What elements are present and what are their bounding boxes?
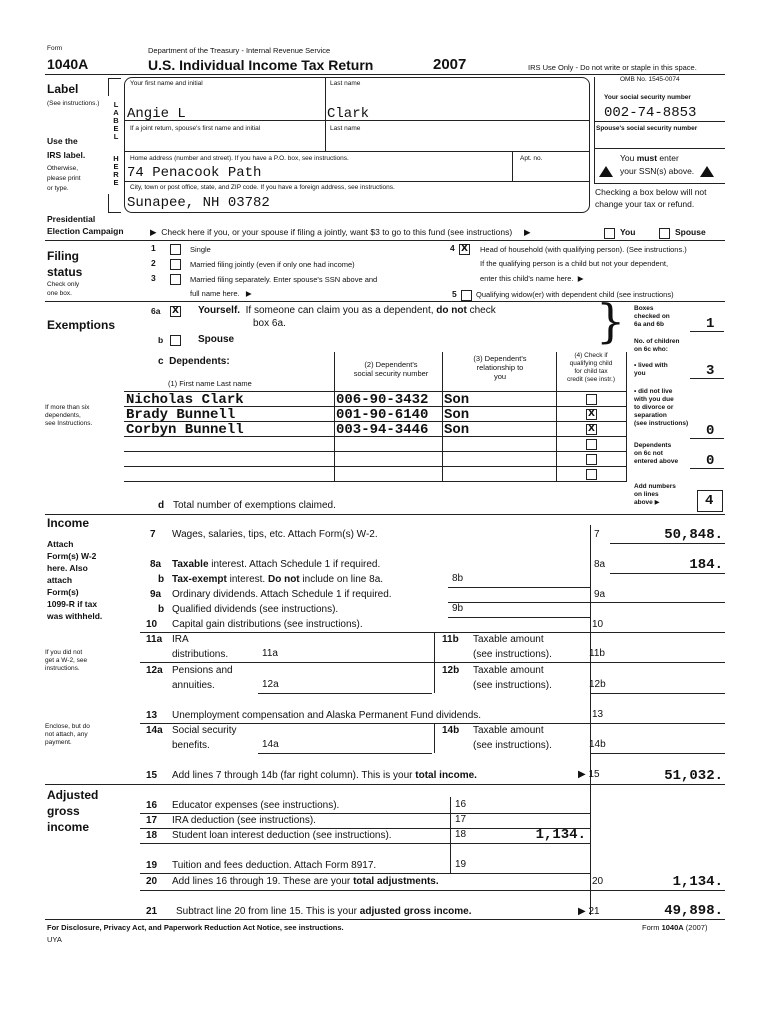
filing-joint-checkbox[interactable] xyxy=(170,259,181,270)
line-7-num: 7 xyxy=(150,529,156,540)
line-d-text: Total number of exemptions claimed. xyxy=(173,500,336,511)
filing-separate-checkbox[interactable] xyxy=(170,274,181,285)
line-12b-text: Taxable amount xyxy=(473,665,544,676)
box-6a-text: box 6a. xyxy=(253,318,286,329)
line-7-value[interactable]: 50,848. xyxy=(664,527,723,543)
city-field[interactable]: Sunapee, NH 03782 xyxy=(127,195,270,211)
line-14b-num: 14b xyxy=(442,725,460,736)
no-w2-note: If you did not get a W-2, see instructions. xyxy=(45,649,88,672)
last-name-field[interactable]: Clark xyxy=(327,106,370,122)
dependent-ssn[interactable]: 006-90-3432 xyxy=(336,392,429,408)
line-11b-text-2: (see instructions). xyxy=(473,649,552,660)
line-14b-text: Taxable amount xyxy=(473,725,544,736)
line-18-text: Student loan interest deduction (see instructions). xyxy=(172,830,392,841)
spouse-exemption-label: Spouse xyxy=(198,334,235,345)
line-17-ref: 17 xyxy=(455,814,467,825)
line-8b-ref: 8b xyxy=(452,573,464,584)
label-box xyxy=(124,77,590,213)
filing-joint-label: Married filing jointly (even if only one had income) xyxy=(190,260,355,269)
dep-col-relationship: (3) Dependent's relationship to you xyxy=(473,354,527,381)
spouse-ssn-label: Spouse's social security number xyxy=(596,125,698,132)
boxes-checked-value[interactable]: 1 xyxy=(706,316,715,332)
yourself-checkbox[interactable]: X xyxy=(170,306,181,317)
apt-label: Apt. no. xyxy=(520,155,543,162)
spouse-exemption-checkbox[interactable] xyxy=(170,335,181,346)
omb-number: OMB No. 1545-0074 xyxy=(620,76,680,83)
line-14a-num: 14a xyxy=(146,725,163,736)
line-17-text: IRA deduction (see instructions). xyxy=(172,815,316,826)
filing-hoh-checkbox[interactable]: X xyxy=(459,244,470,255)
form-code: UYA xyxy=(47,935,62,944)
filing-num-1: 1 xyxy=(151,243,156,253)
line-12a-ref: 12a xyxy=(262,679,279,690)
irs-use-only: IRS Use Only - Do not write or staple in this space. xyxy=(528,63,697,72)
line-18-ref: 18 xyxy=(455,829,467,840)
line-19-text: Tuition and fees deduction. Attach Form 8917. xyxy=(172,860,377,871)
brace-glyph: } xyxy=(596,294,626,348)
filing-heading: Filing xyxy=(47,249,79,263)
line-9a-text: Ordinary dividends. Attach Schedule 1 if required. xyxy=(172,589,392,600)
filing-single-label: Single xyxy=(190,245,211,254)
line-10-num: 10 xyxy=(146,619,158,630)
filing-num-2: 2 xyxy=(151,258,156,268)
dep-not-entered-value[interactable]: 0 xyxy=(706,453,715,469)
form-ref: Form 1040A (2007) xyxy=(642,923,708,932)
dependent-qualifying-checkbox[interactable] xyxy=(586,394,597,405)
line-20-num: 20 xyxy=(146,876,158,887)
filing-num-3: 3 xyxy=(151,273,156,283)
department: Department of the Treasury - Internal Revenue Service xyxy=(148,46,331,55)
presidential-spouse-checkbox[interactable] xyxy=(659,228,670,239)
line-11a-text: IRA xyxy=(172,634,189,645)
line-20-text: Add lines 16 through 19. These are your total adjustments. xyxy=(172,876,439,887)
children-label: No. of children on 6c who: xyxy=(634,338,680,353)
filing-widow-label: Qualifying widow(er) with dependent child (see instructions) xyxy=(476,290,674,299)
dep-not-entered-label: Dependents on 6c not entered above xyxy=(634,442,679,465)
line-12b-ref: 12b xyxy=(589,679,606,690)
form-title: U.S. Individual Income Tax Return xyxy=(148,57,374,73)
dep-col-name: (1) First name Last name xyxy=(168,379,252,388)
vertical-label: L A B E L xyxy=(113,100,119,141)
line-7-text: Wages, salaries, tips, etc. Attach Form(s) W-2. xyxy=(172,529,378,540)
line-7-ref: 7 xyxy=(594,529,600,540)
filing-hoh-line2: If the qualifying person is a child but not your dependent, xyxy=(480,259,669,268)
line-9b-num: b xyxy=(158,604,165,615)
line-13-ref: 13 xyxy=(592,709,604,720)
checking-note: Checking a box below will not xyxy=(595,187,707,197)
filing-hoh-line3: enter this child's name here. ▶ xyxy=(480,274,584,283)
dependent-qualifying-checkbox[interactable]: X xyxy=(586,424,597,435)
filing-num-5: 5 xyxy=(452,289,457,299)
line-8b-num: b xyxy=(158,574,165,585)
filing-separate-line2: full name here. ▶ xyxy=(190,289,252,298)
irs-label: IRS label. xyxy=(47,150,86,160)
line-12a-text: Pensions and xyxy=(172,665,233,676)
line-8a-text: Taxable interest. Attach Schedule 1 if required. xyxy=(172,559,381,570)
form-number: 1040A xyxy=(47,56,89,72)
presidential-you-label: You xyxy=(620,227,636,237)
did-not-live-label: • did not live with you due to divorce or separation (see instructions) xyxy=(634,388,689,427)
dep-col-qualifying: (4) Check if qualifying child for child tax credit (see instr.) xyxy=(566,352,616,383)
spouse-name-label: If a joint return, spouse's first name and initial xyxy=(130,125,261,132)
tax-year: 2007 xyxy=(433,56,467,73)
line-15-text: Add lines 7 through 14b (far right column). This is your total income. xyxy=(172,770,477,781)
dependent-name[interactable]: Corbyn Bunnell xyxy=(126,422,244,438)
dependent-qualifying-checkbox[interactable] xyxy=(586,454,597,465)
filing-num-4: 4 xyxy=(450,243,455,253)
line-14a-text-2: benefits. xyxy=(172,740,210,751)
line-d-num: d xyxy=(158,500,165,511)
filing-separate-label: Married filing separately. Enter spouse's SSN above and xyxy=(190,275,378,284)
line-11b-ref: 11b xyxy=(589,648,605,659)
lived-with-label: • lived with you xyxy=(634,362,668,377)
must-enter: You must enter xyxy=(620,153,679,163)
presidential-you-checkbox[interactable] xyxy=(604,228,615,239)
line-12a-num: 12a xyxy=(146,665,163,676)
first-name-label: Your first name and initial xyxy=(130,80,203,87)
line-9a-num: 9a xyxy=(150,589,162,600)
line-19-ref: 19 xyxy=(455,859,467,870)
line-8b-text: Tax-exempt interest. Do not include on line 8a. xyxy=(172,574,384,585)
please-print: please print xyxy=(47,175,81,182)
see-instructions: (See instructions.) xyxy=(47,100,100,107)
check-only: Check only xyxy=(47,281,80,288)
line-11b-num: 11b xyxy=(442,634,459,645)
dependent-relationship[interactable]: Son xyxy=(444,422,470,438)
lived-with-value[interactable]: 3 xyxy=(706,363,715,379)
line-10-text: Capital gain distributions (see instructions). xyxy=(172,619,363,630)
line-16-ref: 16 xyxy=(455,799,467,810)
line-6a-num: 6a xyxy=(151,306,161,316)
line-21-num: 21 xyxy=(146,906,158,917)
line-12b-num: 12b xyxy=(442,665,460,676)
line-9a-ref: 9a xyxy=(594,589,606,600)
line-14b-text-2: (see instructions). xyxy=(473,740,552,751)
line-20-ref: 20 xyxy=(592,876,604,887)
dependent-name[interactable]: Nicholas Clark xyxy=(126,392,244,408)
checking-note-2: change your tax or refund. xyxy=(595,199,695,209)
address-label: Home address (number and street). If you have a P.O. box, see instructions. xyxy=(130,155,349,162)
dependents-heading: c Dependents: xyxy=(158,356,230,367)
line-10-ref: 10 xyxy=(592,619,604,630)
line-16-text: Educator expenses (see instructions). xyxy=(172,800,340,811)
line-12b-text-2: (see instructions). xyxy=(473,680,552,691)
line-15-value[interactable]: 51,032. xyxy=(664,768,723,784)
enclose-note: Enclose, but do not attach, any payment. xyxy=(45,723,90,746)
did-not-live-value[interactable]: 0 xyxy=(706,423,715,439)
line-14a-ref: 14a xyxy=(262,739,279,750)
ssn-label: Your social security number xyxy=(604,94,691,101)
line-13-text: Unemployment compensation and Alaska Permanent Fund dividends. xyxy=(172,710,482,721)
filing-single-checkbox[interactable] xyxy=(170,244,181,255)
line-11a-ref: 11a xyxy=(262,648,278,659)
line-11a-num: 11a xyxy=(146,634,163,645)
last-name-label: Last name xyxy=(330,80,361,87)
line-15-num: 15 xyxy=(146,770,158,781)
dependent-qualifying-checkbox[interactable]: X xyxy=(586,409,597,420)
use-the: Use the xyxy=(47,136,78,146)
line-8a-value[interactable]: 184. xyxy=(689,557,723,573)
or-type: or type. xyxy=(47,185,69,192)
line-8a-num: 8a xyxy=(150,559,162,570)
line-8a-ref: 8a xyxy=(594,559,606,570)
dependent-name[interactable]: Brady Bunnell xyxy=(126,407,236,423)
line-6b-num: b xyxy=(158,335,164,345)
income-heading: Income xyxy=(47,516,90,530)
check-only-2: one box. xyxy=(47,290,72,297)
exemptions-heading: Exemptions xyxy=(47,318,116,332)
presidential-title-2: Election Campaign xyxy=(47,226,124,236)
dependent-ssn[interactable]: 001-90-6140 xyxy=(336,407,429,423)
line-12a-text-2: annuities. xyxy=(172,680,215,691)
boxes-checked-label: Boxes checked on 6a and 6b xyxy=(634,305,670,328)
presidential-spouse-label: Spouse xyxy=(675,227,706,237)
label-heading: Label xyxy=(47,82,79,96)
line-21-ref: ▶ 21 xyxy=(578,906,600,917)
agi-heading: Adjusted gross income xyxy=(47,788,99,834)
dependent-qualifying-checkbox[interactable] xyxy=(586,439,597,450)
yourself-text: Yourself. If someone can claim you as a dependent, do not check xyxy=(198,305,496,316)
line-9b-text: Qualified dividends (see instructions). xyxy=(172,604,339,615)
line-18-num: 18 xyxy=(146,830,158,841)
filing-hoh-label: Head of household (with qualifying person). (See instructions.) xyxy=(480,245,687,254)
line-15-ref: ▶ 15 xyxy=(578,769,600,780)
filing-widow-checkbox[interactable] xyxy=(461,290,472,301)
more-than-six: If more than six dependents, see Instructions. xyxy=(45,404,93,427)
line-20-value[interactable]: 1,134. xyxy=(672,874,723,890)
dep-col-ssn: (2) Dependent's social security number xyxy=(353,360,429,378)
line-18-value[interactable]: 1,134. xyxy=(535,827,586,843)
attach-note: Attach Form(s) W-2 here. Also attach Form(s) 1099-R if tax was withheld. xyxy=(47,539,103,621)
triangle-icon xyxy=(700,166,714,177)
line-17-num: 17 xyxy=(146,815,158,826)
dependent-relationship[interactable]: Son xyxy=(444,392,470,408)
add-numbers-label: Add numbers on lines above ▶ xyxy=(634,483,676,506)
spouse-last-name-label: Last name xyxy=(330,125,361,132)
form-word: Form xyxy=(47,45,63,52)
presidential-title: Presidential xyxy=(47,214,96,224)
triangle-icon xyxy=(599,166,613,177)
line-21-value[interactable]: 49,898. xyxy=(664,903,723,919)
header-rule xyxy=(45,74,725,75)
line-19-num: 19 xyxy=(146,860,158,871)
total-exemptions-value[interactable]: 4 xyxy=(705,493,714,509)
line-21-text: Subtract line 20 from line 15. This is your adjusted gross income. xyxy=(176,906,472,917)
disclosure-note: For Disclosure, Privacy Act, and Paperwork Reduction Act Notice, see instructions. xyxy=(47,923,344,932)
address-field[interactable]: 74 Penacook Path xyxy=(127,165,262,181)
line-16-num: 16 xyxy=(146,800,158,811)
dependent-relationship[interactable]: Son xyxy=(444,407,470,423)
dependent-qualifying-checkbox[interactable] xyxy=(586,469,597,480)
ssn-field[interactable]: 002-74-8853 xyxy=(604,105,697,121)
presidential-text: ▶ Check here if you, or your spouse if filing a jointly, want $3 to go to this fund (see instructions) ▶ xyxy=(150,227,531,237)
line-11b-text: Taxable amount xyxy=(473,634,544,645)
otherwise: Otherwise, xyxy=(47,165,79,172)
vertical-here: H E R E xyxy=(113,154,119,187)
line-14a-text: Social security xyxy=(172,725,237,736)
must-enter-2: your SSN(s) above. xyxy=(620,166,695,176)
line-13-num: 13 xyxy=(146,710,158,721)
line-11a-text-2: distributions. xyxy=(172,649,229,660)
line-9b-ref: 9b xyxy=(452,603,464,614)
filing-heading-2: status xyxy=(47,265,83,279)
first-name-field[interactable]: Angie L xyxy=(127,106,186,122)
line-14b-ref: 14b xyxy=(589,739,606,750)
dependent-ssn[interactable]: 003-94-3446 xyxy=(336,422,429,438)
city-label: City, town or post office, state, and ZIP code. If you have a foreign address, see instructions. xyxy=(130,184,395,191)
